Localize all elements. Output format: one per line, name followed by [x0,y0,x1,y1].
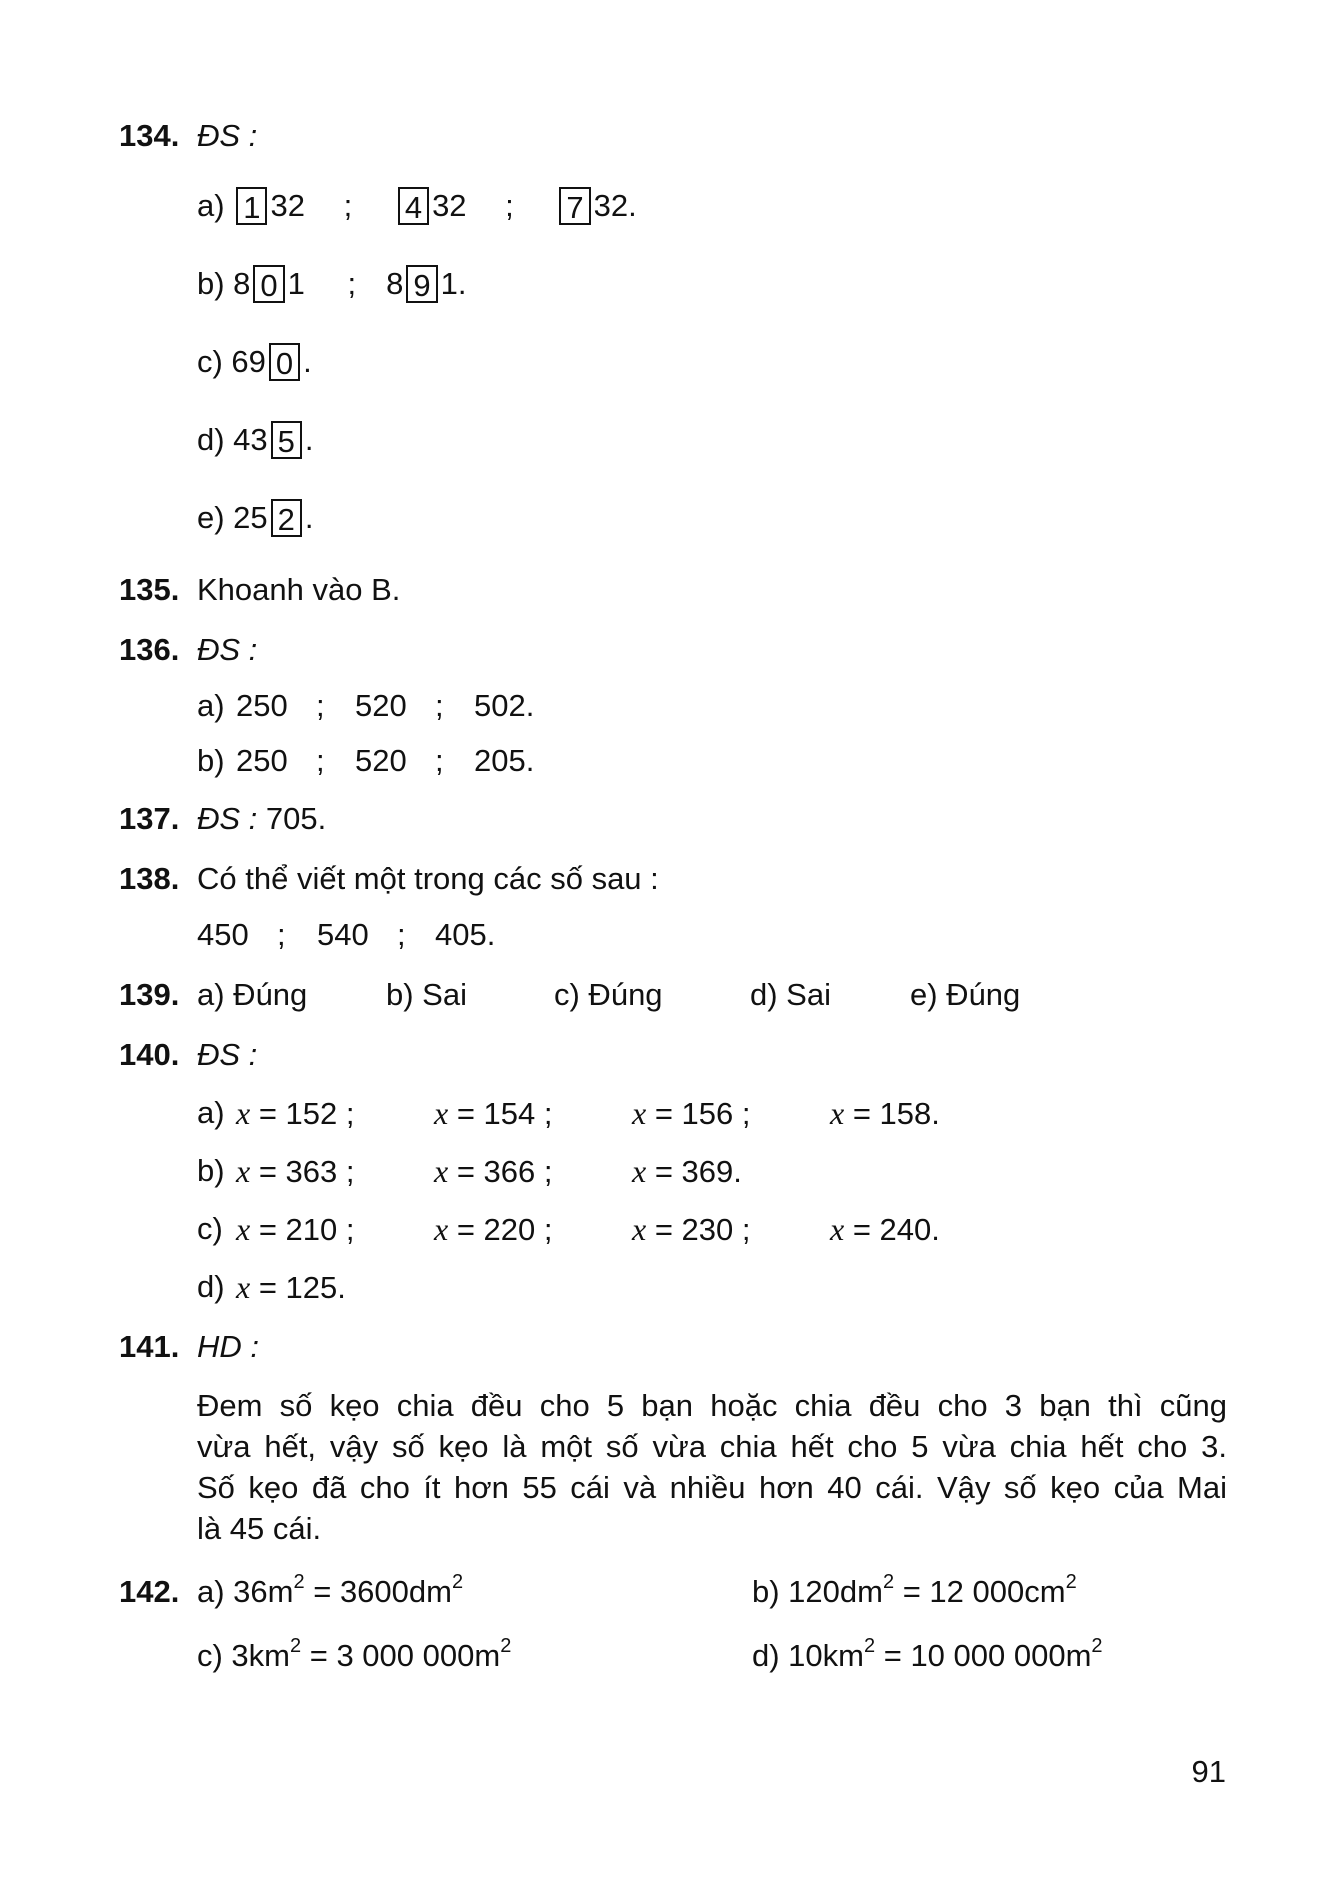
separator: ; [435,743,444,778]
item-prefix: c) 69 [197,344,266,379]
exponent: 2 [290,1634,302,1657]
problem-139-number: 139. [119,977,180,1012]
separator: ; [397,917,406,952]
value: 540 [317,917,369,952]
problem-142-c [197,1636,511,1676]
digits: 32 [270,188,305,223]
problem-141-paragraph [197,1385,1227,1549]
problem-134-c [197,342,312,383]
separator: ; [347,266,357,301]
problem-141-number: 141. [119,1329,180,1364]
variable: x [830,1095,845,1131]
answer-value: 705. [265,801,327,836]
variable: x [434,1095,449,1131]
answer-box: 1 [236,187,267,225]
problem-136-a [197,686,597,726]
page-number: 91 [1191,1754,1226,1789]
value: = 154 ; [456,1096,553,1131]
answer-box: 9 [406,265,437,303]
answer-item: b) Sai [386,977,467,1012]
value: = 220 ; [456,1212,553,1247]
problem-140-label: ĐS : [197,1037,258,1072]
digits: 8 [386,266,404,301]
problem-141-label: HD : [197,1329,259,1364]
problem-136-b [197,741,597,781]
item-prefix: a) [197,688,225,723]
problem-138-text: Có thể viết một trong các số sau : [197,861,659,896]
value: 250 [236,743,288,778]
item-prefix: b) [197,1153,225,1188]
expr-part: c) 3km [197,1638,290,1673]
value: 520 [355,688,407,723]
expr-part: b) 120dm [752,1574,883,1609]
variable: x [632,1211,647,1247]
problem-142-number: 142. [119,1574,180,1609]
paragraph-line: là 45 cái. [197,1511,322,1546]
exponent: 2 [1065,1570,1077,1593]
value: = 230 ; [654,1212,751,1247]
separator: ; [277,917,286,952]
digits: . [304,500,314,535]
separator: ; [343,188,353,223]
separator: ; [505,188,514,223]
answer-box: 4 [398,187,429,225]
item-prefix: c) [197,1211,223,1246]
problem-134-number: 134. [119,118,180,153]
problem-134-e [197,498,314,539]
item-prefix: d) 43 [197,422,268,457]
digits: 32. [593,188,637,223]
problem-134-b [197,264,467,305]
item-prefix: b) 8 [197,266,251,301]
expr-part: d) 10km [752,1638,864,1673]
expr-part: = 3600dm [304,1574,452,1609]
value: = 363 ; [258,1154,355,1189]
value: = 210 ; [258,1212,355,1247]
problem-134-label: ĐS : [197,118,258,153]
value: 450 [197,917,249,952]
value: 502. [474,688,535,723]
problem-140-number: 140. [119,1037,180,1072]
answer-box: 0 [269,343,300,381]
paragraph-line: Số kẹo đã cho ít hơn 55 cái và nhiều hơn 40 cái. Vậy số kẹo của Mai [197,1470,1227,1505]
variable: x [236,1153,251,1189]
exponent: 2 [500,1634,512,1657]
variable: x [434,1211,449,1247]
variable: x [632,1095,647,1131]
digits: . [303,344,312,379]
problem-134-a [197,186,637,227]
value: = 156 ; [654,1096,751,1131]
expr-part: = 10 000 000m [875,1638,1092,1673]
exponent: 2 [863,1634,876,1657]
problem-136-number: 136. [119,632,180,667]
answer-box: 0 [253,265,284,303]
value: 520 [355,743,407,778]
variable: x [236,1211,251,1247]
item-prefix: a) [197,188,225,223]
exponent: 2 [293,1570,305,1593]
item-prefix: a) [197,1095,225,1130]
digits: 1 [287,266,305,301]
answer-item: d) Sai [750,977,831,1012]
variable: x [632,1153,647,1189]
separator: ; [316,743,325,778]
answer-box: 2 [271,499,302,537]
digits: 32 [432,188,467,223]
exponent: 2 [882,1570,895,1593]
exponent: 2 [1091,1634,1103,1657]
digits: 1. [440,266,467,301]
value: = 240. [852,1212,940,1247]
answer-box: 5 [271,421,302,459]
value: = 366 ; [456,1154,553,1189]
problem-135-text: Khoanh vào B. [197,572,401,607]
item-prefix: d) [197,1269,225,1304]
expr-part: a) 36m [197,1574,294,1609]
separator: ; [435,688,444,723]
problem-142-b [752,1572,1077,1612]
value: = 125. [258,1270,346,1305]
paragraph-line: Đem số kẹo chia đều cho 5 bạn hoặc chia đều cho 3 bạn thì cũng [197,1388,1227,1423]
item-prefix: b) [197,743,225,778]
variable: x [236,1095,251,1131]
exponent: 2 [451,1570,464,1593]
variable: x [236,1269,251,1305]
problem-138-number: 138. [119,861,180,896]
value: 250 [236,688,288,723]
problem-140-c [197,1209,1097,1249]
item-prefix: e) 25 [197,500,268,535]
problem-142-a [197,1572,463,1612]
expr-part: = 12 000cm [894,1574,1066,1609]
answer-item: a) Đúng [197,977,308,1012]
answer-box: 7 [559,187,590,225]
problem-134-d [197,420,314,461]
value: = 158. [852,1096,940,1131]
expr-part: = 3 000 000m [301,1638,501,1673]
value: = 152 ; [258,1096,355,1131]
value: 205. [474,743,535,778]
problem-138-values [197,915,597,955]
problem-135-number: 135. [119,572,180,607]
problem-136-label: ĐS : [197,632,258,667]
value: = 369. [654,1154,742,1189]
problem-137-answer [197,799,326,839]
problem-140-b [197,1151,1097,1191]
digits: . [304,422,314,457]
problem-140-a [197,1093,1097,1133]
paragraph-line: vừa hết, vậy số kẹo là một số vừa chia hết cho 5 vừa chia hết cho 3. [197,1429,1227,1464]
problem-142-d [752,1636,1103,1676]
problem-139-answers [197,975,1097,1015]
problem-140-d [197,1267,1097,1307]
variable: x [434,1153,449,1189]
separator: ; [316,688,325,723]
answer-item: c) Đúng [554,977,663,1012]
variable: x [830,1211,845,1247]
answer-item: e) Đúng [910,977,1021,1012]
problem-137-number: 137. [119,801,180,836]
value: 405. [435,917,496,952]
answer-label: ĐS : [197,801,258,836]
